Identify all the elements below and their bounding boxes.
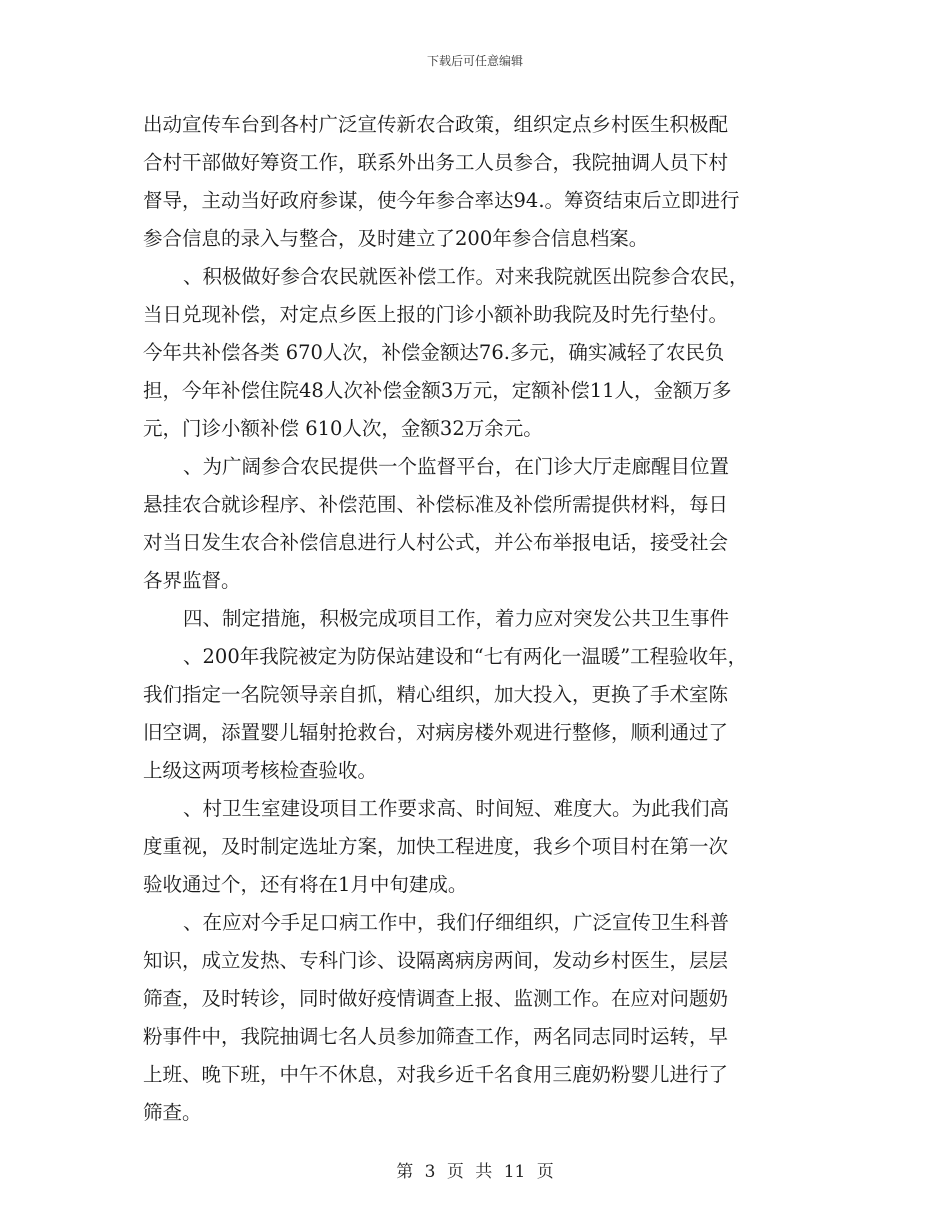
- text-line: 对当日发生农合补偿信息进行人村公式，并公布举报电话，接受社会: [143, 531, 729, 554]
- text-line: 度重视，及时制定选址方案，加快工程进度，我乡个项目村在第一次: [143, 835, 729, 858]
- text-line: 元，门诊小额补偿 610人次，金额32万余元。: [143, 417, 543, 440]
- text-line: 旧空调，添置婴儿辐射抢救台，对病房楼外观进行整修，顺利通过了: [143, 721, 729, 744]
- paragraph: [143, 106, 843, 258]
- text-line: 、200年我院被定为防保站建设和“七有两化一温暖”工程验收年，: [183, 645, 748, 668]
- text-line: 今年共补偿各类 670人次，补偿金额达76.多元，确实减轻了农民负: [143, 341, 725, 364]
- text-line: 、为广阔参合农民提供一个监督平台，在门诊大厅走廊醒目位置: [183, 455, 730, 478]
- paragraph: [143, 790, 843, 904]
- paragraph: [143, 904, 843, 1132]
- section-heading: [143, 600, 843, 638]
- text-line: 合村干部做好筹资工作，联系外出务工人员参合，我院抽调人员下村: [143, 151, 729, 174]
- text-line: 上级这两项考核检查验收。: [143, 759, 378, 782]
- document-body: [143, 106, 843, 1132]
- text-line: 粉事件中，我院抽调七名人员参加筛查工作，两名同志同时运转，早: [143, 1025, 729, 1048]
- text-line: 当日兑现补偿，对定点乡医上报的门诊小额补助我院及时先行垫付。: [143, 303, 729, 326]
- text-line: 参合信息的录入与整合，及时建立了200年参合信息档案。: [143, 227, 649, 250]
- page-header: 下载后可任意编辑: [426, 54, 523, 68]
- text-line: 、村卫生室建设项目工作要求高、时间短、难度大。为此我们高: [183, 797, 730, 820]
- text-line: 知识，成立发热、专科门诊、设隔离病房两间，发动乡村医生，层层: [143, 949, 729, 972]
- text-line: 我们指定一名院领导亲自抓，精心组织，加大投入，更换了手术室陈: [143, 683, 729, 706]
- text-line: 上班、晚下班，中午不休息，对我乡近千名食用三鹿奶粉婴儿进行了: [143, 1063, 729, 1086]
- paragraph: [143, 258, 843, 448]
- text-line: 督导，主动当好政府参谋，使今年参合率达94.。筹资结束后立即进行: [143, 189, 740, 212]
- text-line: 悬挂农合就诊程序、补偿范围、补偿标准及补偿所需提供材料，每日: [143, 493, 729, 516]
- paragraph: [143, 448, 843, 600]
- text-line: 四、制定措施，积极完成项目工作，着力应对突发公共卫生事件: [183, 607, 730, 630]
- paragraph: [143, 638, 843, 790]
- text-line: 筛查。: [143, 1101, 202, 1124]
- text-line: 各界监督。: [143, 569, 241, 592]
- text-line: 担，今年补偿住院48人次补偿金额3万元，定额补偿11人，金额万多: [143, 379, 732, 402]
- text-line: 出动宣传车台到各村广泛宣传新农合政策，组织定点乡村医生积极配: [143, 113, 729, 136]
- text-line: 、积极做好参合农民就医补偿工作。对来我院就医出院参合农民，: [183, 265, 749, 288]
- text-line: 筛查，及时转诊，同时做好疫情调查上报、监测工作。在应对问题奶: [143, 987, 729, 1010]
- text-line: 验收通过个，还有将在1月中旬建成。: [143, 873, 468, 896]
- page-number: 第 3 页 共 11 页: [396, 1162, 554, 1182]
- text-line: 、在应对今手足口病工作中，我们仔细组织，广泛宣传卫生科普: [183, 911, 730, 934]
